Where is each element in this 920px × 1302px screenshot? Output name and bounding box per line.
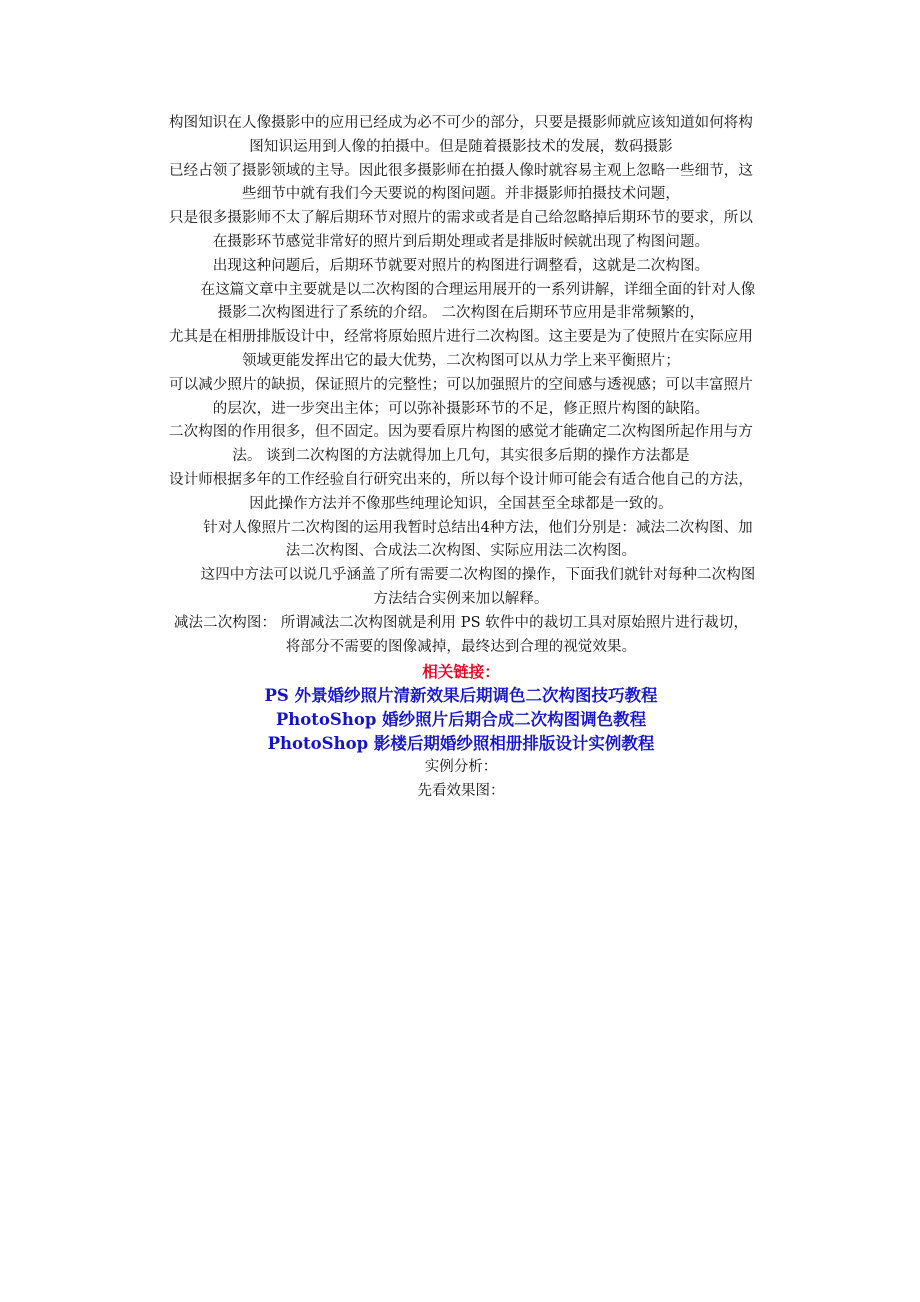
article-line: 二次构图的作用很多，但不固定。因为要看原片构图的感觉才能确定二次构图所起作用与方 xyxy=(169,424,753,441)
article-line: 出现这种问题后，后期环节就要对照片的构图进行调整看，这就是二次构图。 xyxy=(212,257,710,274)
article-line: 可以减少照片的缺损，保证照片的完整性；可以加强照片的空间感与透视感；可以丰富照片 xyxy=(169,376,753,393)
related-links-heading: 相关链接： xyxy=(422,662,500,682)
article-line: 在摄影环节感觉非常好的照片到后期处理或者是排版时候就出现了构图问题。 xyxy=(212,233,710,250)
article-line: 摄影二次构图进行了系统的介绍。 二次构图在后期环节应用是非常频繁的， xyxy=(217,305,705,322)
document-page xyxy=(138,112,784,803)
article-line: 图知识运用到人像的拍摄中。但是随着摄影技术的发展，数码摄影 xyxy=(249,138,673,155)
article-line: 法二次构图、合成法二次构图、实际应用法二次构图。 xyxy=(285,543,637,560)
article-line: 减法二次构图： 所谓减法二次构图就是利用 PS 软件中的裁切工具对原始照片进行裁切， xyxy=(173,614,749,631)
related-link-outdoor-wedding[interactable]: PS 外景婚纱照片清新效果后期调色二次构图技巧教程 xyxy=(264,686,658,706)
article-line: 因此操作方法并不像那些纯理论知识，全国甚至全球都是一致的。 xyxy=(249,495,673,512)
article-line: 针对人像照片二次构图的运用我暂时总结出4种方法，他们分别是：减法二次构图、加 xyxy=(203,519,753,536)
article-line: 构图知识在人像摄影中的应用已经成为必不可少的部分，只要是摄影师就应该知道如何将构 xyxy=(169,115,753,131)
article-line: 将部分不需要的图像减掉，最终达到合理的视觉效果。 xyxy=(285,638,637,655)
article-line: 设计师根据多年的工作经验自行研究出来的，所以每个设计师可能会有适合他自己的方法， xyxy=(169,471,753,488)
article-line: 这四中方法可以说几乎涵盖了所有需要二次构图的操作，下面我们就针对每种二次构图 xyxy=(200,567,756,584)
article-line: 的层次，进一步突出主体；可以弥补摄影环节的不足，修正照片构图的缺陷。 xyxy=(212,400,710,417)
article-line: 在这篇文章中主要就是以二次构图的合理运用展开的一系列讲解，详细全面的针对人像 xyxy=(200,281,756,298)
article-body xyxy=(138,112,784,659)
related-link-album-layout[interactable]: PhotoShop 影楼后期婚纱照相册排版设计实例教程 xyxy=(267,734,655,754)
article-line: 领域更能发挥出它的最大优势，二次构图可以从力学上来平衡照片； xyxy=(242,352,680,369)
related-link-wedding-composite[interactable]: PhotoShop 婚纱照片后期合成二次构图调色教程 xyxy=(275,710,647,730)
article-line: 方法结合实例来加以解释。 xyxy=(373,590,549,607)
article-line: 只是很多摄影师不太了解后期环节对照片的需求或者是自己给忽略掉后期环节的要求，所以 xyxy=(169,210,753,227)
see-result-label: 先看效果图： xyxy=(417,782,505,799)
article-line: 尤其是在相册排版设计中，经常将原始照片进行二次构图。这主要是为了使照片在实际应用 xyxy=(169,329,753,346)
article-line: 些细节中就有我们今天要说的构图问题。并非摄影师拍摄技术问题， xyxy=(242,186,680,203)
article-line: 法。 谈到二次构图的方法就得加上几句，其实很多后期的操作方法都是 xyxy=(232,448,690,465)
example-analysis-label: 实例分析： xyxy=(424,759,498,776)
article-line: 已经占领了摄影领域的主导。因此很多摄影师在拍摄人像时就容易主观上忽略一些细节，这 xyxy=(169,162,753,179)
